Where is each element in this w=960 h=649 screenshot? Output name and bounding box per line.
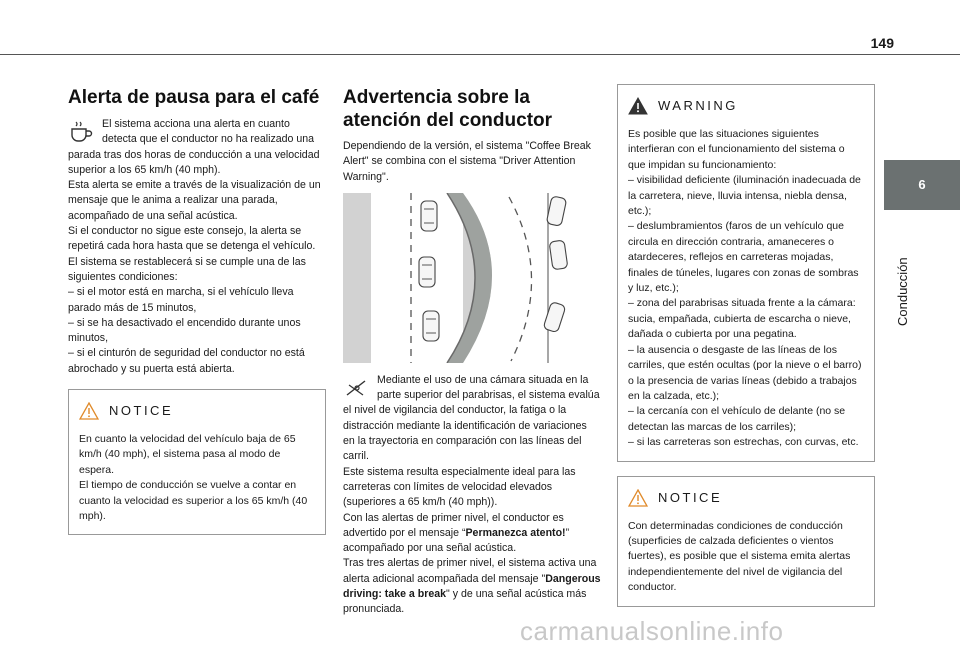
notice-heading: [628, 489, 864, 507]
coffee-line: Esta alerta se emite a través de la visualización de un mensaje que le anima a realizar una parada, acompañado de una señal acústica.: [68, 179, 321, 222]
notice-line: El tiempo de conducción se vuelve a contar en cuanto la velocidad es superior a los 65 km/h (40 mph).: [79, 479, 308, 523]
camera-sensor-icon: [343, 375, 371, 399]
additional-alert-post: " y de una señal acústica más pronunciada.: [343, 588, 587, 616]
warning-line: – deslumbramientos (faros de un vehículo que circula en dirección contraria, amaneceres o atardeceres, reflejos en carreteras mojadas, finales de túneles, lugares con zonas de sombras y luz, etc.);: [628, 220, 859, 295]
warning-line: – si las carreteras son estrechas, con curvas, etc.: [628, 436, 859, 449]
warning-triangle-icon: [628, 97, 648, 115]
warning-box: [617, 84, 875, 462]
additional-alert-pre: Tras tres alertas de primer nivel, el sistema activa una alerta adicional acompañada del mensaje ": [343, 557, 597, 585]
notice-box-coffee: [68, 389, 326, 535]
coffee-line: Si el conductor no sigue este consejo, la alerta se repetirá cada hora hasta que se detenga el vehículo.: [68, 225, 316, 253]
first-level-post: ” acompañado por una señal acústica.: [343, 526, 570, 555]
chapter-tab[interactable]: 6: [884, 160, 960, 210]
attention-intro: Dependiendo de la versión, el sistema "Coffee Break Alert" se combina con el sistema "Driver Attention Warning".: [343, 140, 591, 183]
column-driver-attention: [343, 86, 601, 618]
coffee-line: – si se ha desactivado el encendido durante unos minutos,: [68, 316, 301, 345]
warning-line: – visibilidad deficiente (iluminación inadecuada de la carretera, nieve, lluvia intensa, niebla densa, etc.);: [628, 174, 861, 218]
column-coffee-break: [68, 86, 326, 535]
warning-line: – la cercanía con el vehículo de delante (no se detectan las marcas de los carriles);: [628, 405, 846, 433]
coffee-intro-text: El sistema acciona una alerta en cuanto detecta que el conductor no ha realizado una parada tras dos horas de conducción a una velocidad superior a los 65 km/h (40 mph).: [68, 118, 320, 176]
chapter-label-text: Conducción: [895, 257, 910, 326]
attention-text: Este sistema resulta especialmente ideal para las carreteras con límites de velocidad elevados (superiores a 65 km/h (40 mph)).: [343, 465, 576, 509]
additional-alert-text: [343, 556, 601, 617]
first-level-pre: Con las alertas de primer nivel, el conductor es advertido por el mensaje “: [343, 511, 564, 539]
coffee-line: – si el cinturón de seguridad del conductor no está abrochado y su puerta está abierta.: [68, 347, 305, 375]
coffee-line: – si el motor está en marcha, si el vehículo lleva parado más de 15 minutos,: [68, 286, 294, 314]
warning-line: – la ausencia o desgaste de las líneas de los carriles, que estén ocultas (por la nieve o el barro) o la presencia de varias líneas (debido a trabajos en la calzada, etc.);: [628, 343, 862, 402]
chapter-label: [895, 216, 919, 326]
warning-line: – zona del parabrisas situada frente a la cámara: sucia, empañada, cubierta de escarcha o nieve, dañada o cubierta por una pegatina.: [628, 297, 856, 341]
coffee-cup-icon: [68, 119, 96, 143]
header-rule: [0, 54, 960, 55]
additional-alert-message: Dangerous driving: take a break: [343, 572, 601, 601]
notice-title: NOTICE: [658, 489, 723, 505]
camera-text: Mediante el uso de una cámara situada en la parte superior del parabrisas, el sistema evalúa el nivel de vigilancia del conductor, la fatiga o la distracción mediante la identificación de variaciones en la trayectoria en comparación con las líneas del carril.: [343, 373, 600, 463]
first-level-message: Permanezca atento!: [465, 526, 566, 539]
warning-heading: [628, 97, 864, 115]
caution-triangle-icon: [79, 402, 99, 420]
notice-text: Con determinadas condiciones de conducción (superficies de calzada deficientes o vientos fuertes), es posible que el sistema emita alertas independientemente del nivel de vigilancia del conductor.: [628, 519, 851, 594]
section-title-driver-attention: Advertencia sobre la atención del conductor: [343, 87, 553, 131]
notice-box-conditions: [617, 476, 875, 607]
coffee-intro-block: [68, 117, 326, 377]
watermark: carmanualsonline.info: [520, 616, 784, 646]
section-title-coffee-break: Alerta de pausa para el café: [68, 87, 320, 108]
warning-line: Es posible que las situaciones siguientes interfieran con el funcionamiento del sistema o que impidan su funcionamiento:: [628, 128, 845, 171]
page-number: 149: [870, 35, 894, 51]
lane-diagram: [343, 193, 597, 363]
lane-illustration: [343, 193, 597, 363]
first-level-alert-text: [343, 511, 601, 557]
coffee-line: El sistema se restablecerá si se cumple una de las siguientes condiciones:: [68, 255, 306, 283]
notice-heading: [79, 402, 315, 420]
column-warnings: [617, 84, 875, 607]
warning-title: WARNING: [658, 98, 738, 114]
notice-line: En cuanto la velocidad del vehículo baja de 65 km/h (40 mph), el sistema pasa al modo de espera.: [79, 433, 296, 476]
camera-block: [343, 373, 601, 618]
notice-title: NOTICE: [109, 403, 174, 419]
caution-triangle-icon: [628, 489, 648, 507]
